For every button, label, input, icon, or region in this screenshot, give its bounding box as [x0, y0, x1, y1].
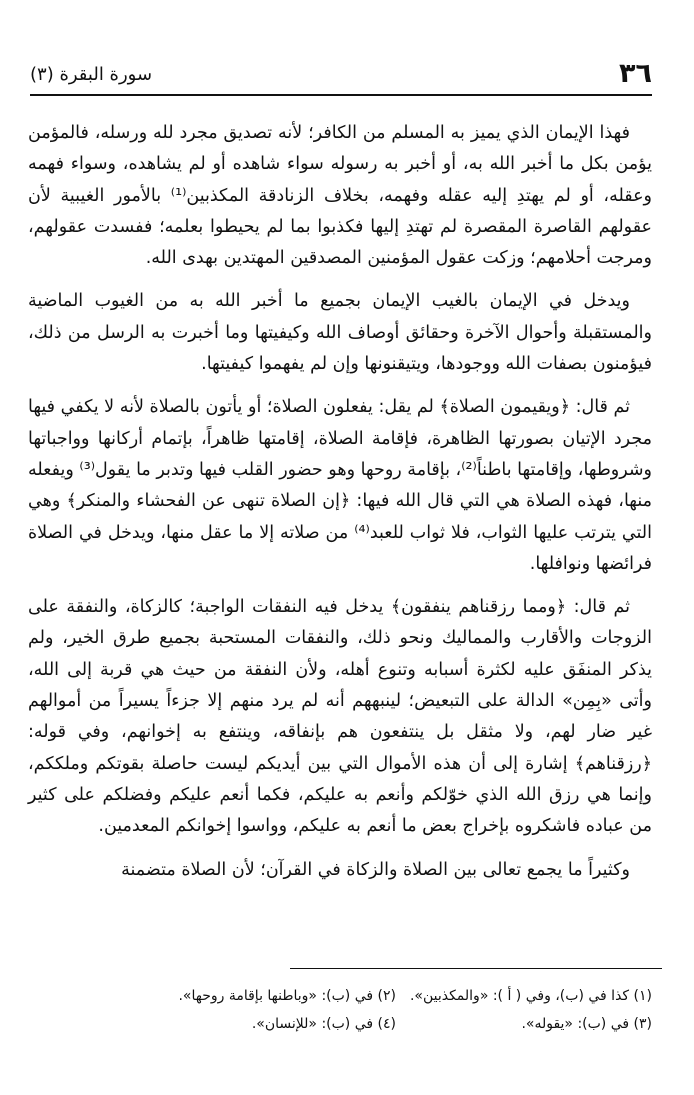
footnote-row [140, 982, 652, 1010]
footnote-3: (٣) في (ب): «يقوله». [521, 1016, 652, 1032]
paragraph-ghayb: ويدخل في الإيمان بالغيب الإيمان بجميع ما أخبر الله به من الغيوب الماضية والمستقبلة وأحوال الآخرة وحقائق أوصاف الله وكيفيتها وما أخبرت به الرسل من ذلك، فيؤمنون بصفات الله ووجودها، ويتيقنونها وإن لم يفهموا كيفيتها. [28, 291, 652, 375]
footnote-divider [290, 968, 662, 969]
footnote-row [140, 1010, 652, 1038]
footnote-1: (١) كذا في (ب)، وفي ( أ ): «والمكذبين». [409, 988, 652, 1004]
footnote-2: (٢) في (ب): «وباطنها بإقامة روحها». [178, 988, 396, 1004]
paragraph-salah: ثم قال: ﴿ويقيمون الصلاة﴾ لم يقل: يفعلون الصلاة؛ أو يأتون بالصلاة لأنه لا يكفي فيها مجرد الإتيان بصورتها الظاهرة، فإقامة الصلاة، إقامتها ظاهراً، بإتمام أركانها وواجباتها وشروطها، وإقامتها باطناً⁽²⁾، بإقامة روحها وهو حضور القلب فيها وتدبر ما يقول⁽³⁾ ويفعله منها، فهذه الصلاة هي التي قال الله فيها: ﴿إن الصلاة تنهى عن الفحشاء والمنكر﴾ وهي التي يترتب عليها الثواب، فلا ثواب للعبد⁽⁴⁾ من صلاته إلا ما عقل منها، ويدخل في الصلاة فرائضها ونوافلها. [28, 397, 653, 574]
footnote-4: (٤) في (ب): «للإنسان». [251, 1016, 396, 1032]
paragraph-zakah: وكثيراً ما يجمع تعالى بين الصلاة والزكاة في القرآن؛ لأن الصلاة متضمنة [121, 859, 630, 880]
page-header [30, 58, 652, 96]
footnotes [140, 982, 652, 1038]
page-number: ٣٦ [619, 58, 652, 89]
main-text [28, 118, 652, 898]
paragraph-infaq: ثم قال: ﴿ومما رزقناهم ينفقون﴾ يدخل فيه النفقات الواجبة؛ كالزكاة، والنفقة على الزوجات والأقارب والمماليك ونحو ذلك، والنفقات المستحبة بجميع طرق الخير، ولم يذكر المنفَق عليه لكثرة أسبابه وتنوع أهله، ولأن النفقة من حيث هي قربة إلى الله، وأتى «بِمِن» الدالة على التبعيض؛ لينبههم أنه لم يرد منهم إلا جزءاً يسيراً من أموالهم غير ضار لهم، ولا مثقل بل ينتفعون هم بإنفاقه، وينتفع به إخوانهم، وفي قوله: ﴿رزقناهم﴾ إشارة إلى أن هذه الأموال التي بين أيديكم ليست حاصلة بقوتكم وملككم، وإنما هي رزق الله الذي خوّلكم وأنعم به عليكم، فكما أنعم عليكم وفضلكم على كثير من عباده فاشكروه بإخراج بعض ما أنعم به عليكم، وواسوا إخوانكم المعدمين. [28, 597, 652, 837]
paragraph-iman: فهذا الإيمان الذي يميز به المسلم من الكافر؛ لأنه تصديق مجرد لله ورسله، فالمؤمن يؤمن بكل ما أخبر الله به، أو أخبر به رسوله سواء شاهده أو لم يشاهده، وسواء فهمه وعقله، أو لم يهتدِ إليه عقله وفهمه، بخلاف الزنادقة المكذبين⁽¹⁾ بالأمور الغيبية لأن عقولهم القاصرة المقصرة لم تهتدِ إليها فكذبوا بما لم يحيطوا بعلمه؛ ففسدت عقولهم، ومرجت أحلامهم؛ وزكت عقول المؤمنين المصدقين المهتدين بهدى الله. [28, 123, 653, 269]
surah-title: سورة البقرة (٣) [30, 64, 153, 85]
